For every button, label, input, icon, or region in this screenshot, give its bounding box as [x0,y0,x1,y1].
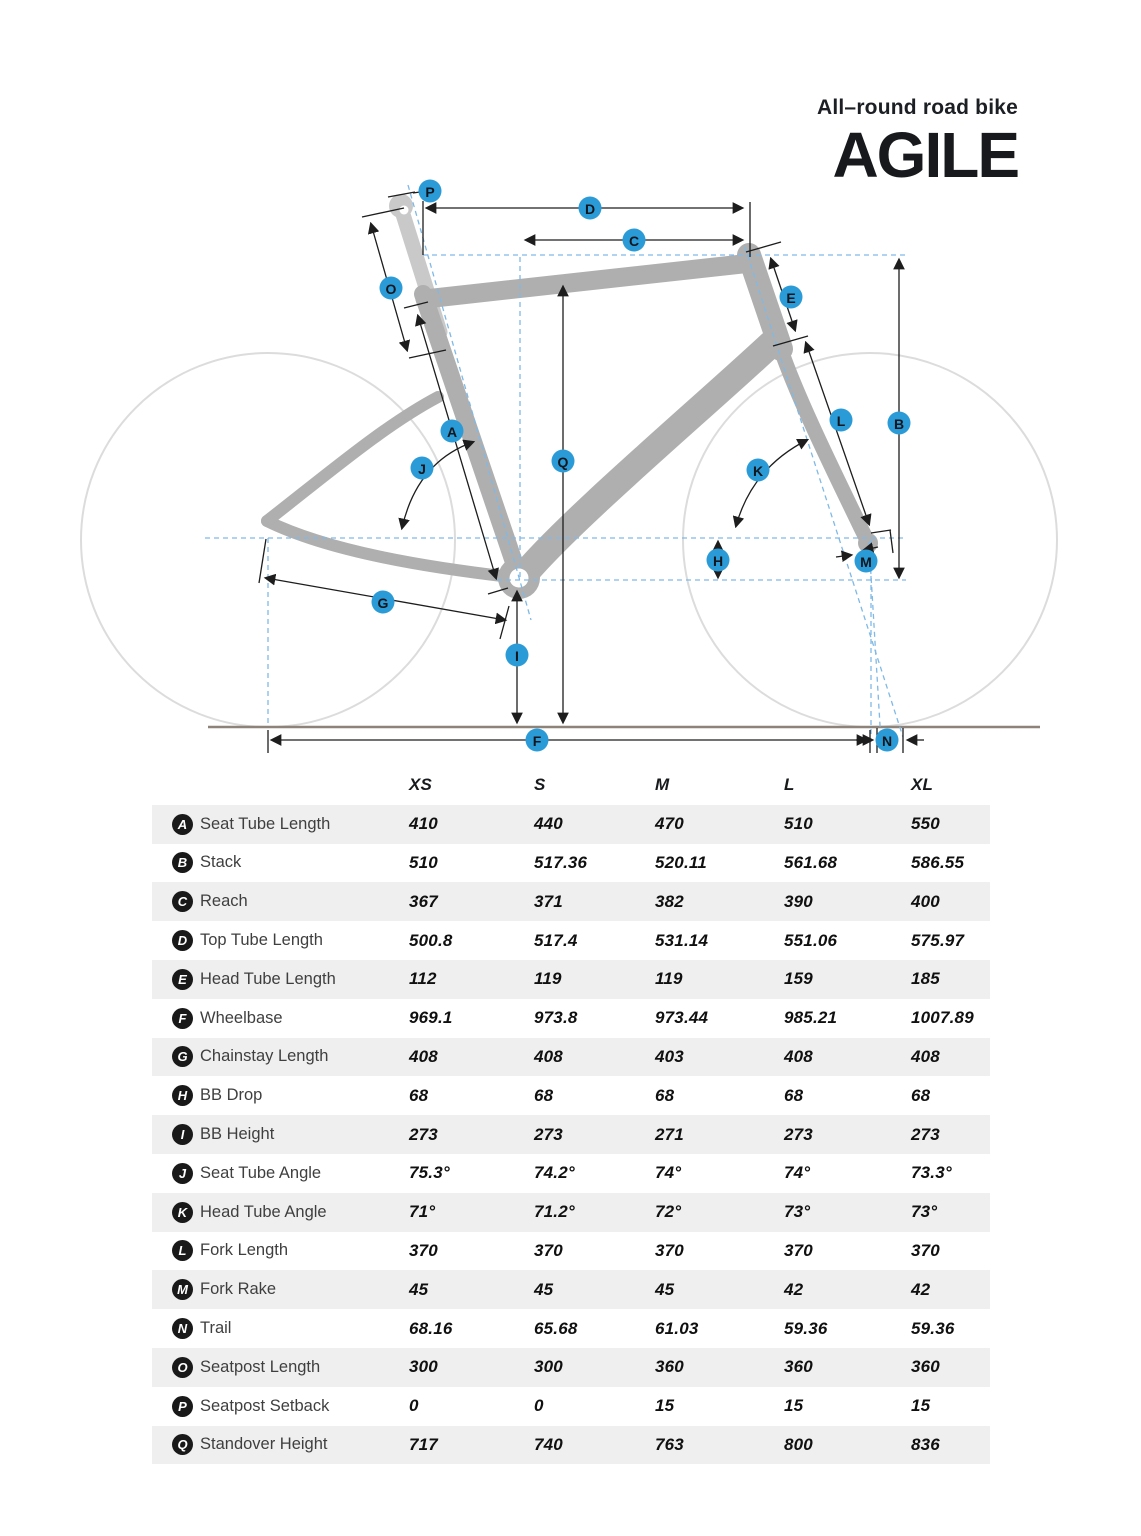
seat-tube [423,294,519,577]
row-letter-badge: M [172,1279,193,1300]
cell-value: 470 [655,814,684,834]
cell-value: 0 [409,1396,419,1416]
table-row [152,882,990,921]
cell-value: 370 [911,1240,940,1260]
marker-letter: H [712,553,724,569]
cell-value: 112 [409,969,437,989]
cell-value: 273 [784,1124,813,1144]
cell-value: 119 [655,969,683,989]
marker-letter: Q [557,454,569,470]
cell-value: 68 [409,1085,429,1105]
row-letter-badge: B [172,852,193,873]
marker-H [707,549,730,572]
row-letter-badge: A [172,814,193,835]
row-label-cell [172,1124,409,1145]
row-label-cell [172,1163,409,1184]
cell-value: 273 [534,1124,563,1144]
row-label: Chainstay Length [200,1047,329,1066]
cell-value: 510 [409,852,438,872]
marker-letter: F [532,733,542,749]
marker-letter: N [881,733,893,749]
cell-value: 510 [784,814,813,834]
row-label: BB Height [200,1125,275,1144]
cell-value: 575.97 [911,930,965,950]
marker-letter: B [893,416,905,432]
cell-value: 517.36 [534,852,588,872]
row-label-cell [172,1240,409,1261]
marker-M [855,550,878,573]
table-row [152,1115,990,1154]
marker-K [747,459,770,482]
marker-L [830,409,853,432]
cell-value: 717 [409,1434,438,1454]
marker-letter: D [584,201,596,217]
row-letter-badge: K [172,1202,193,1223]
cell-value: 59.36 [911,1318,955,1338]
row-letter-badge: P [172,1396,193,1417]
cell-value: 71° [409,1202,436,1222]
cell-value: 985.21 [784,1008,838,1028]
marker-letter: G [377,595,389,611]
row-label-cell [172,1396,409,1417]
marker-letter: M [860,554,872,570]
cell-value: 61.03 [655,1318,699,1338]
cell-value: 403 [655,1046,684,1066]
cell-value: 68 [784,1085,804,1105]
cell-value: 71.2° [534,1202,575,1222]
cell-value: 300 [409,1357,438,1377]
marker-letter: O [385,281,397,297]
cell-value: 586.55 [911,852,965,872]
table-header-row [152,766,990,805]
row-letter-badge: C [172,891,193,912]
cell-value: 973.8 [534,1008,578,1028]
table-row [152,1076,990,1115]
row-label: Fork Length [200,1241,289,1260]
cell-value: 360 [655,1357,684,1377]
cell-value: 73° [784,1202,811,1222]
marker-N [876,729,899,752]
row-label-cell [172,891,409,912]
cell-value: 73.3° [911,1163,952,1183]
row-label: Standover Height [200,1435,328,1454]
cell-value: 73° [911,1202,938,1222]
row-letter-badge: H [172,1085,193,1106]
marker-D [579,197,602,220]
marker-A [441,420,464,443]
row-label-cell [172,1357,409,1378]
cell-value: 517.4 [534,930,578,950]
marker-B [888,412,911,435]
cell-value: 382 [655,891,684,911]
cell-value: 561.68 [784,852,838,872]
marker-letter: P [425,184,435,200]
cell-value: 408 [911,1046,940,1066]
row-label-cell [172,1318,409,1339]
cell-value: 68 [655,1085,675,1105]
cell-value: 360 [911,1357,940,1377]
geometry-table [152,766,990,1464]
column-header-XS: XS [409,775,433,795]
row-label: Reach [200,892,248,911]
marker-F [526,729,549,752]
cell-value: 551.06 [784,930,838,950]
row-label: Head Tube Angle [200,1202,327,1221]
cell-value: 45 [655,1279,675,1299]
cell-value: 72° [655,1202,682,1222]
row-letter-badge: N [172,1318,193,1339]
cell-value: 973.44 [655,1008,709,1028]
cell-value: 75.3° [409,1163,450,1183]
cell-value: 15 [911,1396,931,1416]
cell-value: 74° [784,1163,811,1183]
table-row [152,1154,990,1193]
cell-value: 273 [409,1124,438,1144]
cell-value: 390 [784,891,813,911]
column-header-M: M [655,775,670,795]
row-label-cell [172,1008,409,1029]
cell-value: 400 [911,891,940,911]
column-header-XL: XL [911,775,934,795]
row-letter-badge: F [172,1008,193,1029]
cell-value: 68 [911,1085,931,1105]
cell-value: 370 [784,1240,813,1260]
cell-value: 371 [534,891,563,911]
cell-value: 836 [911,1434,940,1454]
table-row [152,1038,990,1077]
row-label: Top Tube Length [200,931,323,950]
column-header-L: L [784,775,795,795]
row-label: Seat Tube Length [200,814,331,833]
marker-P [419,180,442,203]
row-label: Wheelbase [200,1008,283,1027]
row-letter-badge: L [172,1240,193,1261]
row-label-cell [172,969,409,990]
row-letter-badge: Q [172,1434,193,1455]
row-label: Seatpost Setback [200,1396,330,1415]
marker-letter: K [752,463,764,479]
saddle-clamp-hole [400,206,409,215]
table-row [152,1387,990,1426]
marker-letter: J [418,461,426,477]
cell-value: 185 [911,969,940,989]
cell-value: 45 [409,1279,429,1299]
cell-value: 763 [655,1434,684,1454]
bike-geometry-diagram [0,0,1141,766]
cell-value: 68.16 [409,1318,453,1338]
cell-value: 408 [409,1046,438,1066]
table-row [152,1348,990,1387]
cell-value: 367 [409,891,438,911]
cell-value: 440 [534,814,563,834]
seatstay [267,397,438,521]
marker-O [380,277,403,300]
table-row [152,805,990,844]
row-label-cell [172,814,409,835]
table-row [152,921,990,960]
row-letter-badge: O [172,1357,193,1378]
row-label: Seat Tube Angle [200,1163,322,1182]
cell-value: 59.36 [784,1318,828,1338]
cell-value: 119 [534,969,562,989]
row-label-cell [172,1085,409,1106]
row-letter-badge: I [172,1124,193,1145]
cell-value: 15 [784,1396,804,1416]
cell-value: 408 [534,1046,563,1066]
cell-value: 15 [655,1396,675,1416]
table-row [152,1270,990,1309]
marker-J [411,457,434,480]
marker-letter: E [786,290,796,306]
fork [780,347,869,545]
marker-C [623,229,646,252]
cell-value: 74° [655,1163,682,1183]
table-row [152,960,990,999]
marker-Q [552,450,575,473]
cell-value: 42 [911,1279,931,1299]
cell-value: 969.1 [409,1008,453,1028]
column-header-S: S [534,775,546,795]
cell-value: 800 [784,1434,813,1454]
cell-value: 65.68 [534,1318,578,1338]
cell-value: 740 [534,1434,563,1454]
cell-value: 45 [534,1279,554,1299]
cell-value: 370 [655,1240,684,1260]
cell-value: 410 [409,814,438,834]
row-label-cell [172,1434,409,1455]
cell-value: 159 [784,969,813,989]
table-row [152,844,990,883]
cell-value: 531.14 [655,930,709,950]
table-row [152,1309,990,1348]
row-label-cell [172,852,409,873]
row-label-cell [172,1046,409,1067]
row-label: BB Drop [200,1086,263,1105]
marker-I [506,644,529,667]
cell-value: 370 [409,1240,438,1260]
table-row [152,1232,990,1271]
cell-value: 520.11 [655,852,707,872]
row-label: Trail [200,1319,232,1338]
table-row [152,1193,990,1232]
row-label-cell [172,1279,409,1300]
cell-value: 68 [534,1085,554,1105]
row-label: Stack [200,853,242,872]
cell-value: 42 [784,1279,804,1299]
row-label: Head Tube Length [200,969,336,988]
cell-value: 273 [911,1124,940,1144]
table-row [152,1426,990,1465]
marker-E [780,286,803,309]
row-letter-badge: D [172,930,193,951]
marker-letter: I [515,648,519,664]
row-label: Seatpost Length [200,1357,321,1376]
cell-value: 1007.89 [911,1008,974,1028]
cell-value: 360 [784,1357,813,1377]
cell-value: 300 [534,1357,563,1377]
bike-model-title: AGILE [832,119,1018,191]
top-tube [425,263,751,299]
row-letter-badge: G [172,1046,193,1067]
cell-value: 271 [655,1124,684,1144]
marker-letter: A [446,424,458,440]
cell-value: 74.2° [534,1163,575,1183]
cell-value: 408 [784,1046,813,1066]
row-letter-badge: E [172,969,193,990]
table-row [152,999,990,1038]
cell-value: 370 [534,1240,563,1260]
cell-value: 0 [534,1396,544,1416]
marker-G [372,591,395,614]
row-letter-badge: J [172,1163,193,1184]
marker-letter: C [628,233,640,249]
cell-value: 550 [911,814,940,834]
row-label-cell [172,930,409,951]
marker-letter: L [836,413,846,429]
bike-category: All–round road bike [817,96,1018,119]
row-label: Fork Rake [200,1280,277,1299]
cell-value: 500.8 [409,930,453,950]
row-label-cell [172,1202,409,1223]
